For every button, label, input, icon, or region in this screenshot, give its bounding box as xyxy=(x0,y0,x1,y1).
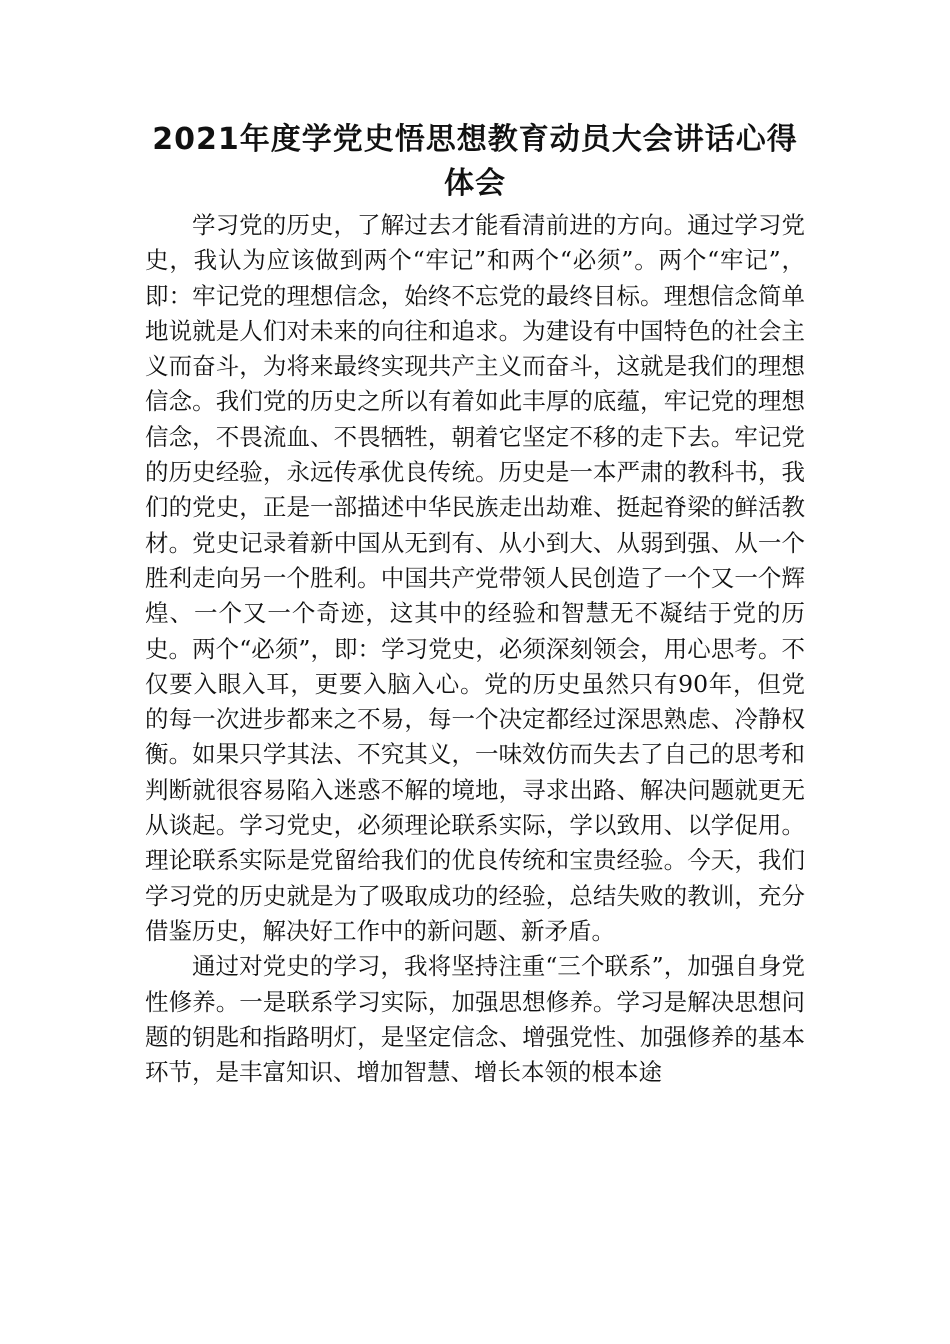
paragraph-2: 通过对党史的学习，我将坚持注重“三个联系”，加强自身党性修养。一是联系学习实际，加强思想修养。学习是解决思想问题的钥匙和指路明灯，是坚定信念、增强党性、加强修养的基本环节，是丰富知识、增加智慧、增长本领的根本途 xyxy=(145,952,805,1087)
document-body xyxy=(145,118,805,1090)
document-title: 2021年度学党史悟思想教育动员大会讲话心得体会 xyxy=(152,122,798,201)
paragraph-1: 学习党的历史，了解过去才能看清前进的方向。通过学习党史，我认为应该做到两个“牢记”和两个“必须”。两个“牢记”，即：牢记党的理想信念，始终不忘党的最终目标。理想信念简单地说就是人们对未来的向往和追求。为建设有中国特色的社会主义而奋斗，为将来最终实现共产主义而奋斗，这就是我们的理想信念。我们党的历史之所以有着如此丰厚的底蕴，牢记党的理想信念，不畏流血、不畏牺牲，朝着它坚定不移的走下去。牢记党的历史经验，永远传承优良传统。历史是一本严肃的教科书，我们的党史，正是一部描述中华民族走出劫难、挺起脊梁的鲜活教材。党史记录着新中国从无到有、从小到大、从弱到强、从一个胜利走向另一个胜利。中国共产党带领人民创造了一个又一个辉煌、一个又一个奇迹，这其中的经验和智慧无不凝结于党的历史。两个“必须”，即：学习党史，必须深刻领会，用心思考。不仅要入眼入耳，更要入脑入心。党的历史虽然只有90年，但党的每一次进步都来之不易，每一个决定都经过深思熟虑、冷静权衡。如果只学其法、不究其义，一味效仿而失去了自己的思考和判断就很容易陷入迷惑不解的境地，寻求出路、解决问题就更无从谈起。学习党史，必须理论联系实际，学以致用、以学促用。理论联系实际是党留给我们的优良传统和宝贵经验。今天，我们学习党的历史就是为了吸取成功的经验，总结失败的教训，充分借鉴历史，解决好工作中的新问题、新矛盾。 xyxy=(145,211,805,945)
